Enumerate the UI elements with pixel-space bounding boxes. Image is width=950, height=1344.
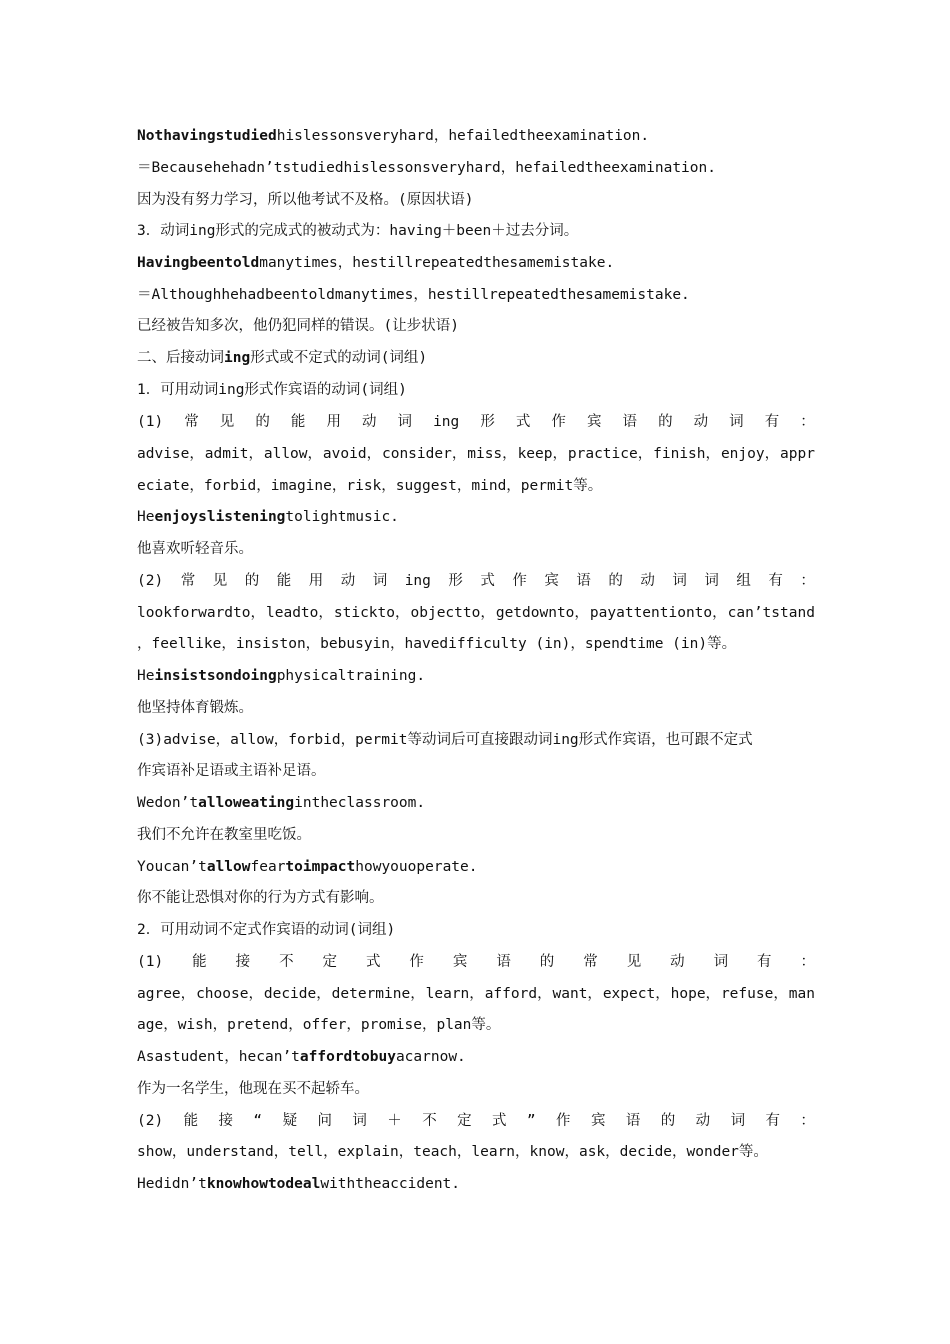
line-token: 词 [352, 1113, 367, 1129]
line-token: 定 [457, 1113, 472, 1129]
line-token: 有 [768, 573, 783, 589]
text-segment: 已经被告知多次，他仍犯同样的错误。(让步状语) [137, 318, 459, 334]
text-segment: 1．可用动词ing形式作宾语的动词(词组) [137, 382, 407, 398]
line-token: advise， [137, 446, 204, 462]
line-token: appr [780, 446, 815, 462]
line-token: 动 [693, 414, 709, 430]
text-line [137, 920, 815, 940]
text-line [137, 348, 815, 368]
line-token: practice， [567, 446, 653, 462]
line-token: 动 [695, 1113, 711, 1129]
text-segment: He [137, 509, 155, 525]
line-token: 式 [365, 954, 381, 970]
line-token: 定 [322, 954, 338, 970]
line-token: ” [526, 1113, 536, 1129]
text-line [137, 253, 815, 273]
line-token: getdownto， [495, 605, 589, 621]
text-segment: He [137, 668, 155, 684]
text-segment: manytimes，hestillrepeatedthesamemistake. [259, 255, 615, 271]
line-token: 宾 [590, 1113, 606, 1129]
text-segment: acarnow. [395, 1049, 466, 1065]
text-line [137, 666, 815, 686]
text-line [137, 1015, 815, 1035]
line-token: 词 [729, 414, 744, 430]
text-segment: physicaltraining. [276, 668, 426, 684]
text-line [137, 316, 815, 336]
line-token: ing [433, 414, 460, 430]
line-token: 能 [192, 954, 207, 970]
text-segment: howyouoperate. [355, 859, 478, 875]
text-segment: 你不能让恐惧对你的行为方式有影响。 [137, 890, 384, 906]
line-token: 的 [539, 954, 555, 970]
line-token: 词 [672, 573, 687, 589]
text-segment: 我们不允许在教室里吃饭。 [137, 827, 311, 843]
text-line [137, 571, 815, 591]
text-segment: ＝Althoughhehadbeentoldmanytimes，hestillrepeatedthesamemistake. [137, 287, 690, 303]
text-segment: Asastudent，hecan’t [137, 1049, 300, 1065]
text-segment: 他坚持体育锻炼。 [137, 700, 253, 716]
text-line [137, 507, 815, 527]
line-token: 词 [397, 414, 413, 430]
text-segment: Hedidn’t [137, 1176, 207, 1192]
text-line [137, 634, 815, 654]
text-segment: 二、后接动词 [137, 350, 224, 366]
line-token: choose， [196, 986, 263, 1002]
line-token: keep， [517, 446, 567, 462]
line-token: refuse， [720, 986, 788, 1002]
line-token: 用 [326, 414, 341, 430]
line-token: 宾 [586, 414, 602, 430]
line-token: 语 [625, 1113, 641, 1129]
bold-phrase: insistsondoing [154, 668, 277, 684]
line-token: avoid， [322, 446, 382, 462]
line-token: 用 [308, 573, 324, 589]
bold-phrase: alloweating [198, 795, 295, 811]
text-segment: (3)advise，allow，forbid，permit等动词后可直接跟动词ing形式作宾语，也可跟不定式 [137, 732, 753, 748]
line-token: 动 [670, 954, 685, 970]
line-token: 语 [576, 573, 591, 589]
text-segment: 作宾语补足语或主语补足语。 [137, 763, 326, 779]
line-token: 的 [658, 414, 673, 430]
text-segment: show，understand，tell，explain，teach，learn，know，ask，decide，wonder等。 [137, 1144, 768, 1160]
bold-phrase: Havingbeentold [137, 255, 260, 271]
text-line [137, 158, 815, 178]
text-segment: 形式或不定式的动词(词组) [250, 350, 428, 366]
text-segment: ，feellike，insiston，bebusyin，havedifficulty (in)，spendtime (in)等。 [137, 636, 737, 652]
line-token: 形 [480, 414, 495, 430]
line-token: 见 [212, 573, 228, 589]
line-token: 能 [183, 1113, 199, 1129]
text-line [137, 539, 815, 559]
line-token: 接 [235, 954, 251, 970]
line-token: 的 [244, 573, 260, 589]
line-token: 作 [551, 414, 566, 430]
text-line [137, 1047, 815, 1067]
line-token: 语 [622, 414, 638, 430]
line-token: 常 [180, 573, 196, 589]
line-token: ＋ [387, 1113, 402, 1129]
line-token: decide， [263, 986, 331, 1002]
text-segment: withtheaccident. [320, 1176, 461, 1192]
line-token: 语 [496, 954, 511, 970]
line-token: ： [800, 954, 815, 970]
bold-phrase: Nothavingstudied [137, 128, 277, 144]
line-token: objectto， [410, 605, 495, 621]
line-token: (1) [137, 414, 164, 430]
text-line [137, 603, 815, 623]
text-line [137, 952, 815, 972]
text-line [137, 476, 815, 496]
text-line [137, 1142, 815, 1162]
text-segment: tolightmusic. [285, 509, 399, 525]
text-line [137, 412, 815, 432]
line-token: (2) [137, 1113, 164, 1129]
text-line [137, 221, 815, 241]
line-token: lookforwardto， [137, 605, 265, 621]
bold-phrase: allow [206, 859, 251, 875]
line-token: hope， [670, 986, 721, 1002]
text-segment: 因为没有努力学习，所以他考试不及格。(原因状语) [137, 192, 474, 208]
line-token: 组 [736, 573, 751, 589]
line-token: 见 [626, 954, 642, 970]
line-token: afford， [484, 986, 552, 1002]
line-token: 词 [713, 954, 729, 970]
text-line [137, 1079, 815, 1099]
text-segment: 作为一名学生，他现在买不起轿车。 [137, 1081, 369, 1097]
line-token: 的 [255, 414, 270, 430]
line-token: 作 [512, 573, 527, 589]
line-token: 问 [317, 1113, 332, 1129]
line-token: 词 [730, 1113, 746, 1129]
line-token: ： [800, 414, 815, 430]
line-token: 作 [409, 954, 424, 970]
text-segment: hislessonsveryhard，hefailedtheexamination. [276, 128, 650, 144]
text-segment: fear [250, 859, 286, 875]
line-token: 常 [583, 954, 598, 970]
line-token: 式 [515, 414, 531, 430]
line-token: 有 [765, 1113, 780, 1129]
line-token: 有 [757, 954, 772, 970]
text-line [137, 190, 815, 210]
line-token: 词 [372, 573, 388, 589]
bold-phrase: toimpact [285, 859, 356, 875]
line-token: can’tstand [727, 605, 815, 621]
text-line [137, 984, 815, 1004]
line-token: ing [404, 573, 431, 589]
text-segment: eciate，forbid，imagine，risk，suggest，mind，permit等。 [137, 478, 603, 494]
bold-phrase: knowhowtodeal [206, 1176, 321, 1192]
line-token: 作 [556, 1113, 571, 1129]
text-line [137, 761, 815, 781]
line-token: consider， [381, 446, 467, 462]
text-line [137, 285, 815, 305]
line-token: (1) [137, 954, 164, 970]
text-line [137, 1111, 815, 1131]
text-segment: ＝Becausehehadn’tstudiedhislessonsveryhard，hefailedtheexamination. [137, 160, 716, 176]
line-token: 式 [480, 573, 495, 589]
text-line [137, 380, 815, 400]
text-segment: 他喜欢听轻音乐。 [137, 541, 253, 557]
text-line [137, 857, 815, 877]
line-token: leadto， [266, 605, 333, 621]
line-token: 形 [448, 573, 463, 589]
line-token: expect， [602, 986, 670, 1002]
line-token: (2) [137, 573, 164, 589]
bold-phrase: affordtobuy [299, 1049, 396, 1065]
text-line [137, 126, 815, 146]
line-token: determine， [331, 986, 425, 1002]
text-line [137, 793, 815, 813]
line-token: ： [800, 1113, 815, 1129]
line-token: 常 [184, 414, 199, 430]
line-token: agree， [137, 986, 196, 1002]
text-line [137, 888, 815, 908]
line-token: man [788, 986, 815, 1002]
line-token: stickto， [333, 605, 410, 621]
bold-phrase: enjoyslistening [154, 509, 286, 525]
text-segment: Youcan’t [137, 859, 207, 875]
line-token: 式 [492, 1113, 507, 1129]
bold-phrase: ing [224, 350, 251, 366]
line-token: “ [253, 1113, 263, 1129]
line-token: 接 [218, 1113, 234, 1129]
text-segment: Wedon’t [137, 795, 199, 811]
line-token: enjoy， [720, 446, 780, 462]
line-token: admit， [204, 446, 263, 462]
line-token: 见 [219, 414, 235, 430]
line-token: allow， [263, 446, 323, 462]
line-token: 动 [640, 573, 655, 589]
line-token: finish， [653, 446, 721, 462]
line-token: want， [552, 986, 602, 1002]
line-token: ： [800, 573, 815, 589]
line-token: 词 [704, 573, 719, 589]
text-line [137, 698, 815, 718]
text-line [137, 825, 815, 845]
text-segment: age，wish，pretend，offer，promise，plan等。 [137, 1017, 501, 1033]
text-segment: 3．动词ing形式的完成式的被动式为：having＋been＋过去分词。 [137, 223, 579, 239]
line-token: 能 [276, 573, 292, 589]
line-token: 动 [340, 573, 356, 589]
line-token: 不 [279, 954, 294, 970]
line-token: 宾 [544, 573, 559, 589]
line-token: 的 [660, 1113, 676, 1129]
text-line [137, 444, 815, 464]
line-token: 有 [764, 414, 780, 430]
text-line [137, 730, 815, 750]
line-token: 疑 [282, 1113, 298, 1129]
text-segment: intheclassroom. [294, 795, 426, 811]
line-token: 宾 [452, 954, 468, 970]
text-segment: 2．可用动词不定式作宾语的动词(词组) [137, 922, 396, 938]
line-token: 的 [608, 573, 623, 589]
line-token: payattentionto， [589, 605, 727, 621]
line-token: 动 [361, 414, 377, 430]
text-line [137, 1174, 815, 1194]
line-token: learn， [425, 986, 484, 1002]
line-token: miss， [467, 446, 517, 462]
line-token: 不 [422, 1113, 437, 1129]
line-token: 能 [290, 414, 306, 430]
